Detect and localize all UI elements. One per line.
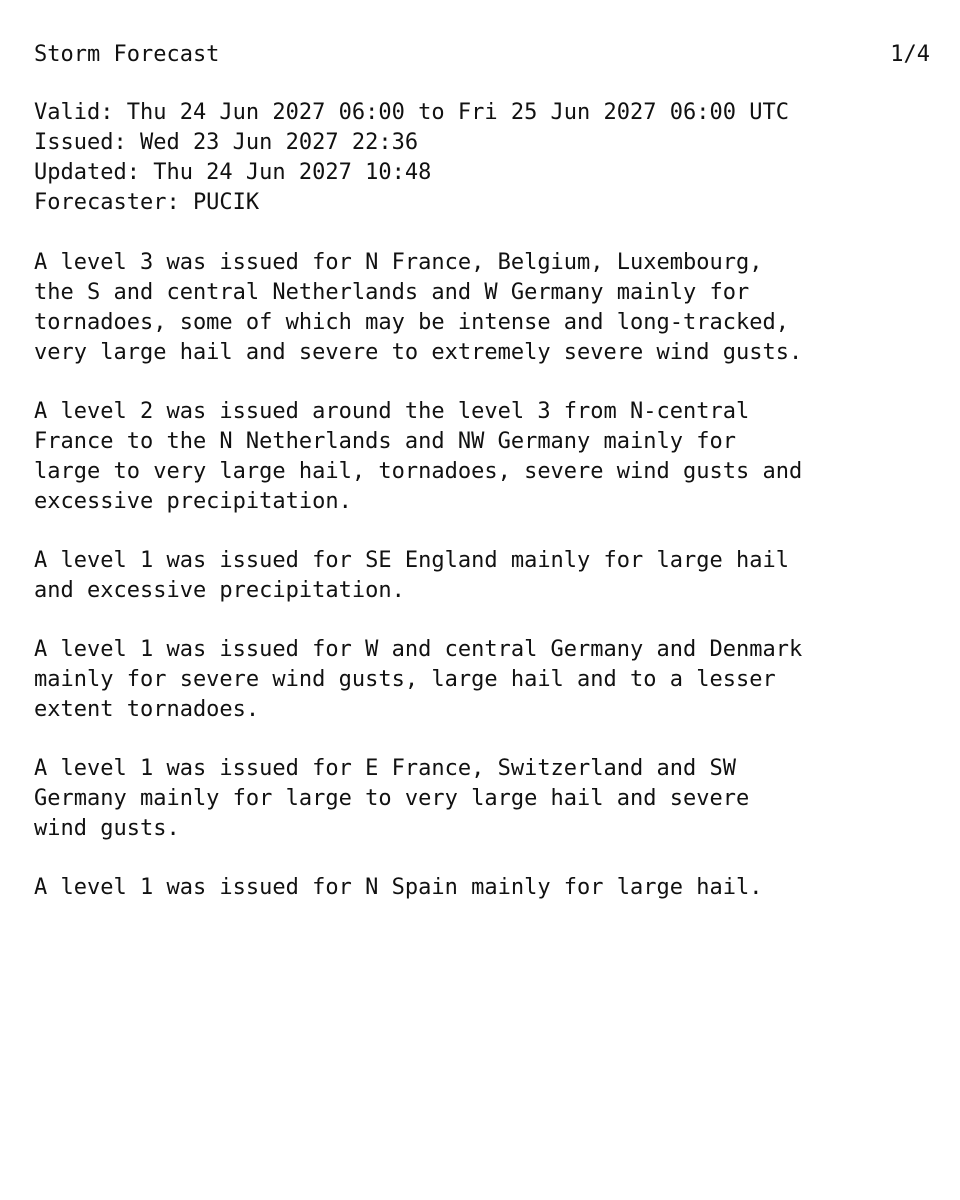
paragraph-line: A level 2 was issued around the level 3 from N-central xyxy=(34,399,750,424)
forecaster-name: Forecaster: PUCIK xyxy=(34,190,260,215)
paragraph-line: France to the N Netherlands and NW Germany mainly for xyxy=(34,429,736,454)
level-1-england-paragraph xyxy=(34,546,934,606)
issued-time: Issued: Wed 23 Jun 2027 22:36 xyxy=(34,130,419,155)
level-3-paragraph xyxy=(34,248,934,368)
paragraph-line: the S and central Netherlands and W Germany mainly for xyxy=(34,280,750,305)
paragraph-line: A level 1 was issued for W and central Germany and Denmark xyxy=(34,637,803,662)
paragraph-line: A level 1 was issued for N Spain mainly for large hail. xyxy=(34,875,763,900)
valid-period: Valid: Thu 24 Jun 2027 06:00 to Fri 25 Jun 2027 06:00 UTC xyxy=(34,100,789,125)
paragraph-line: tornadoes, some of which may be intense and long-tracked, xyxy=(34,310,789,335)
forecast-metadata xyxy=(34,98,930,218)
paragraph-line: wind gusts. xyxy=(34,816,180,841)
paragraph-line: A level 1 was issued for SE England mainly for large hail xyxy=(34,548,789,573)
level-1-spain-paragraph xyxy=(34,873,934,903)
paragraph-line: extent tornadoes. xyxy=(34,697,260,722)
page-indicator: 1/4 xyxy=(890,42,930,67)
level-1-france-switzerland-paragraph xyxy=(34,754,934,844)
paragraph-line: and excessive precipitation. xyxy=(34,578,405,603)
level-2-paragraph xyxy=(34,397,934,517)
paragraph-line: large to very large hail, tornadoes, severe wind gusts and xyxy=(34,459,803,484)
paragraph-line: mainly for severe wind gusts, large hail and to a lesser xyxy=(34,667,776,692)
header-row xyxy=(34,40,930,70)
page-title: Storm Forecast xyxy=(34,42,220,67)
level-1-germany-denmark-paragraph xyxy=(34,635,934,725)
paragraph-line: very large hail and severe to extremely severe wind gusts. xyxy=(34,340,803,365)
paragraph-line: A level 1 was issued for E France, Switzerland and SW xyxy=(34,756,736,781)
updated-time: Updated: Thu 24 Jun 2027 10:48 xyxy=(34,160,432,185)
paragraph-line: Germany mainly for large to very large hail and severe xyxy=(34,786,750,811)
paragraph-line: A level 3 was issued for N France, Belgium, Luxembourg, xyxy=(34,250,763,275)
paragraph-line: excessive precipitation. xyxy=(34,489,352,514)
